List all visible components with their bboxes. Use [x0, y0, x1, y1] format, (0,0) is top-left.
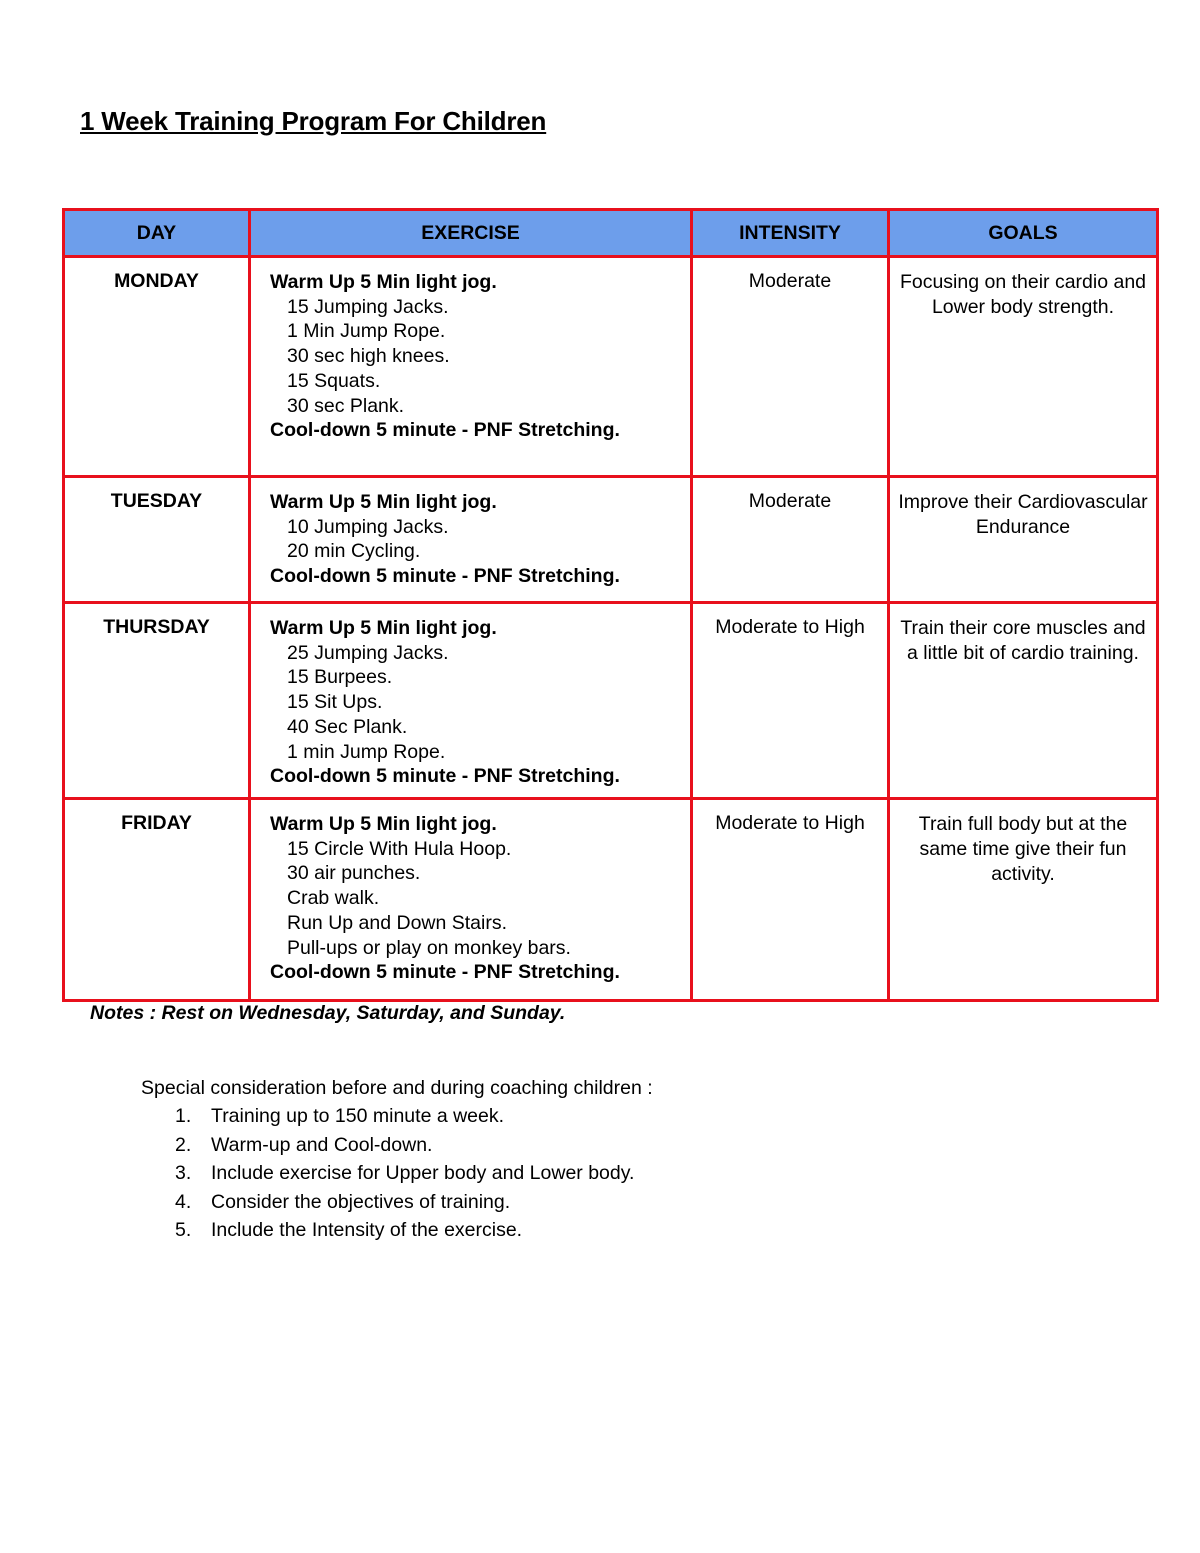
list-number: 1. — [175, 1105, 192, 1127]
exercise-item: Pull-ups or play on monkey bars. — [287, 936, 571, 959]
list-text: Training up to 150 minute a week. — [211, 1105, 505, 1127]
exercise-cell — [250, 477, 692, 603]
exercise-item: 10 Jumping Jacks. — [287, 515, 449, 538]
exercise-item: Crab walk. — [287, 887, 380, 910]
cooldown-text: Cool-down 5 minute - PNF Stretching. — [270, 565, 620, 588]
exercise-cell — [250, 257, 692, 477]
goal-cell: Train full body but at the same time give their fun activity. — [889, 799, 1158, 1001]
training-schedule-table — [62, 208, 1159, 1002]
intensity-cell: Moderate — [692, 477, 889, 603]
table-header-row — [64, 210, 1158, 257]
document-title: 1 Week Training Program For Children — [80, 106, 547, 136]
warmup-text: Warm Up 5 Min light jog. — [270, 617, 497, 639]
day-cell: FRIDAY — [64, 799, 250, 1001]
list-number: 2. — [175, 1133, 192, 1156]
warmup-text: Warm Up 5 Min light jog. — [270, 271, 497, 293]
list-text: Include exercise for Upper body and Lower body. — [211, 1162, 635, 1185]
exercise-item: 1 min Jump Rope. — [287, 740, 446, 763]
list-text: Consider the objectives of training. — [211, 1190, 511, 1213]
exercise-item: 15 Circle With Hula Hoop. — [287, 837, 512, 860]
exercise-item: 25 Jumping Jacks. — [287, 641, 449, 664]
cooldown-text: Cool-down 5 minute - PNF Stretching. — [270, 961, 620, 984]
header-exercise: EXERCISE — [250, 210, 692, 257]
list-text: Include the Intensity of the exercise. — [211, 1219, 523, 1242]
cooldown-text: Cool-down 5 minute - PNF Stretching. — [270, 765, 620, 788]
exercise-item: 30 air punches. — [287, 862, 421, 885]
day-cell: TUESDAY — [64, 477, 250, 603]
warmup-text: Warm Up 5 Min light jog. — [270, 813, 497, 835]
list-text: Warm-up and Cool-down. — [211, 1133, 433, 1156]
exercise-item: 30 sec high knees. — [287, 345, 450, 368]
goal-cell: Improve their Cardiovascular Endurance — [889, 477, 1158, 603]
day-cell: THURSDAY — [64, 603, 250, 799]
intensity-cell: Moderate — [692, 257, 889, 477]
table-row-friday — [64, 799, 1158, 1001]
exercise-item: 20 min Cycling. — [287, 540, 421, 563]
day-cell: MONDAY — [64, 257, 250, 477]
cooldown-text: Cool-down 5 minute - PNF Stretching. — [270, 419, 620, 442]
table-row-tuesday — [64, 477, 1158, 603]
exercise-cell — [250, 799, 692, 1001]
intensity-cell: Moderate to High — [692, 799, 889, 1001]
exercise-item: 40 Sec Plank. — [287, 715, 408, 738]
header-goals: GOALS — [889, 210, 1158, 257]
exercise-item: 30 sec Plank. — [287, 394, 405, 417]
exercise-cell — [250, 603, 692, 799]
goal-cell: Train their core muscles and a little bit of cardio training. — [889, 603, 1158, 799]
intensity-cell: Moderate to High — [692, 603, 889, 799]
exercise-item: Run Up and Down Stairs. — [287, 911, 508, 934]
goal-cell: Focusing on their cardio and Lower body strength. — [889, 257, 1158, 477]
rest-days-note: Notes : Rest on Wednesday, Saturday, and Sunday. — [90, 1002, 566, 1024]
header-day: DAY — [64, 210, 250, 257]
header-intensity: INTENSITY — [692, 210, 889, 257]
list-number: 4. — [175, 1190, 192, 1213]
exercise-item: 15 Squats. — [287, 369, 381, 392]
table-row-thursday — [64, 603, 1158, 799]
exercise-item: 15 Jumping Jacks. — [287, 295, 449, 318]
list-number: 5. — [175, 1219, 192, 1242]
exercise-item: 1 Min Jump Rope. — [287, 320, 446, 343]
list-number: 3. — [175, 1162, 192, 1185]
exercise-item: 15 Burpees. — [287, 666, 393, 689]
considerations-intro: Special consideration before and during coaching children : — [141, 1077, 653, 1099]
table-row-monday — [64, 257, 1158, 477]
exercise-item: 15 Sit Ups. — [287, 691, 383, 714]
warmup-text: Warm Up 5 Min light jog. — [270, 491, 497, 513]
